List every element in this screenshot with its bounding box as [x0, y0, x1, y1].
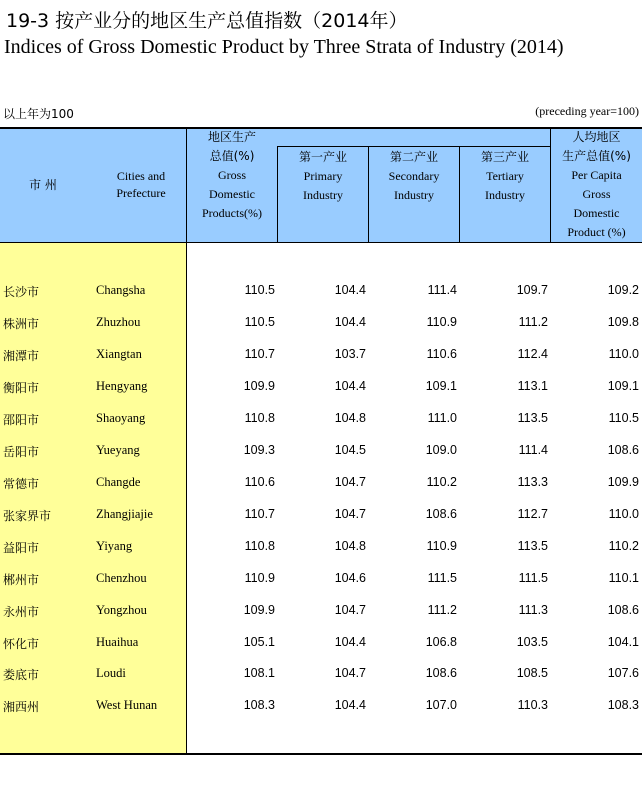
city-name-cn: 湘西州: [3, 700, 40, 714]
header-bottom-rule: [0, 242, 642, 243]
primary-index: 104.4: [334, 698, 366, 712]
secondary-index: 110.9: [426, 539, 457, 553]
tertiary-index: 112.7: [517, 507, 548, 521]
city-name-cn: 湘潭市: [3, 349, 40, 363]
city-name-en: Shaoyang: [96, 411, 146, 425]
tertiary-index: 113.3: [517, 475, 548, 489]
tertiary-index: 108.5: [516, 666, 548, 680]
per-capita-index: 108.3: [607, 698, 639, 712]
city-name-cn: 岳阳市: [3, 445, 40, 459]
primary-index: 104.8: [334, 539, 366, 553]
secondary-index: 109.1: [425, 379, 457, 393]
header-city-en: Cities and Prefecture: [116, 169, 166, 200]
city-name-en: West Hunan: [96, 698, 158, 712]
header-tertiary: 第三产业 Tertiary Industry: [480, 150, 529, 202]
city-name-en: Zhuzhou: [96, 315, 141, 329]
city-name-en: Yongzhou: [96, 603, 147, 617]
per-capita-index: 110.5: [608, 411, 639, 425]
tertiary-index: 112.4: [517, 347, 548, 361]
table-row: [0, 635, 642, 655]
gdp-index: 110.7: [244, 507, 275, 521]
per-capita-index: 109.1: [607, 379, 639, 393]
primary-index: 104.6: [334, 571, 366, 585]
gdp-index: 110.8: [244, 539, 275, 553]
secondary-index: 108.6: [425, 507, 457, 521]
gdp-index: 109.9: [243, 379, 275, 393]
per-capita-index: 107.6: [607, 666, 639, 680]
gdp-index: 110.9: [244, 571, 275, 585]
table-row: [0, 603, 642, 623]
tertiary-index: 113.5: [517, 411, 548, 425]
table-row: [0, 666, 642, 686]
city-name-cn: 长沙市: [3, 285, 40, 299]
primary-index: 104.7: [334, 603, 366, 617]
gdp-index: 108.3: [243, 698, 275, 712]
tertiary-index: 111.4: [518, 443, 548, 457]
table-row: [0, 475, 642, 495]
gdp-index: 110.6: [244, 475, 275, 489]
tertiary-index: 113.1: [517, 379, 548, 393]
secondary-index: 111.2: [427, 603, 457, 617]
city-name-en: Hengyang: [96, 379, 148, 393]
gdp-index: 110.5: [244, 283, 275, 297]
city-name-cn: 张家界市: [3, 509, 52, 523]
secondary-index: 106.8: [425, 635, 457, 649]
secondary-index: 111.4: [427, 283, 457, 297]
primary-index: 104.7: [334, 507, 366, 521]
base-note-english: (preceding year=100): [535, 104, 639, 118]
primary-index: 104.5: [334, 443, 366, 457]
primary-index: 103.7: [334, 347, 366, 361]
city-name-en: Yiyang: [96, 539, 133, 553]
table-row: [0, 411, 642, 431]
per-capita-index: 109.8: [607, 315, 639, 329]
city-name-cn: 永州市: [3, 605, 40, 619]
gdp-index: 109.9: [243, 603, 275, 617]
city-name-cn: 郴州市: [3, 573, 40, 587]
city-name-cn: 衡阳市: [3, 381, 40, 395]
per-capita-index: 110.2: [608, 539, 639, 553]
gdp-index: 108.1: [243, 666, 275, 680]
secondary-index: 108.6: [425, 666, 457, 680]
city-name-cn: 株洲市: [3, 317, 40, 331]
secondary-index: 109.0: [425, 443, 457, 457]
city-name-cn: 益阳市: [3, 541, 40, 555]
per-capita-index: 110.1: [608, 571, 639, 585]
per-capita-index: 109.2: [607, 283, 639, 297]
header-gdp: 地区生产 总值(%) Gross Domestic Products(%): [202, 130, 262, 220]
header-per-capita: 人均地区 生产总值(%) Per Capita Gross Domestic Product (%): [562, 130, 631, 239]
per-capita-index: 110.0: [608, 507, 639, 521]
gdp-index: 110.5: [244, 315, 275, 329]
secondary-index: 111.5: [427, 571, 457, 585]
table-row: [0, 283, 642, 303]
header-secondary: 第二产业 Secondary Industry: [388, 150, 440, 202]
primary-index: 104.4: [334, 379, 366, 393]
city-name-en: Xiangtan: [96, 347, 142, 361]
header-primary: 第一产业 Primary Industry: [298, 150, 347, 202]
primary-index: 104.4: [334, 315, 366, 329]
primary-index: 104.7: [334, 666, 366, 680]
city-name-en: Zhangjiajie: [96, 507, 153, 521]
subheader-rule: [277, 146, 550, 147]
per-capita-index: 110.0: [608, 347, 639, 361]
city-name-en: Changde: [96, 475, 141, 489]
primary-index: 104.4: [334, 635, 366, 649]
primary-index: 104.4: [334, 283, 366, 297]
table-row: [0, 539, 642, 559]
city-name-en: Changsha: [96, 283, 146, 297]
table-row: [0, 315, 642, 335]
table-row: [0, 443, 642, 463]
tertiary-index: 111.5: [518, 571, 548, 585]
table-row: [0, 379, 642, 399]
per-capita-index: 108.6: [607, 603, 639, 617]
primary-index: 104.8: [334, 411, 366, 425]
city-name-en: Yueyang: [96, 443, 140, 457]
table-row: [0, 507, 642, 527]
tertiary-index: 111.2: [518, 315, 548, 329]
secondary-index: 110.2: [426, 475, 457, 489]
gdp-index: 110.7: [244, 347, 275, 361]
table-bottom-rule: [0, 753, 642, 755]
city-name-en: Huaihua: [96, 635, 139, 649]
primary-index: 104.7: [334, 475, 366, 489]
city-name-cn: 娄底市: [3, 668, 40, 682]
city-name-cn: 怀化市: [3, 637, 40, 651]
table-row: [0, 571, 642, 591]
tertiary-index: 109.7: [516, 283, 548, 297]
tertiary-index: 110.3: [517, 698, 548, 712]
tertiary-index: 113.5: [517, 539, 548, 553]
city-name-cn: 邵阳市: [3, 413, 40, 427]
gdp-index: 109.3: [243, 443, 275, 457]
header-city-cn: 市 州: [29, 178, 57, 192]
secondary-index: 111.0: [427, 411, 457, 425]
base-note-chinese: 以上年为100: [3, 107, 74, 121]
gdp-index: 110.8: [244, 411, 275, 425]
per-capita-index: 109.9: [607, 475, 639, 489]
tertiary-index: 103.5: [516, 635, 548, 649]
tertiary-index: 111.3: [518, 603, 548, 617]
table-row: [0, 698, 642, 718]
city-name-cn: 常德市: [3, 477, 40, 491]
per-capita-index: 104.1: [607, 635, 639, 649]
per-capita-index: 108.6: [607, 443, 639, 457]
table-title-chinese: 19-3 按产业分的地区生产总值指数（2014年）: [6, 10, 408, 32]
table-title-english: Indices of Gross Domestic Product by Three Strata of Industry (2014): [4, 36, 564, 58]
city-name-en: Loudi: [96, 666, 126, 680]
gdp-index: 105.1: [243, 635, 275, 649]
secondary-index: 107.0: [425, 698, 457, 712]
table-row: [0, 347, 642, 367]
secondary-index: 110.9: [426, 315, 457, 329]
secondary-index: 110.6: [426, 347, 457, 361]
city-name-en: Chenzhou: [96, 571, 147, 585]
